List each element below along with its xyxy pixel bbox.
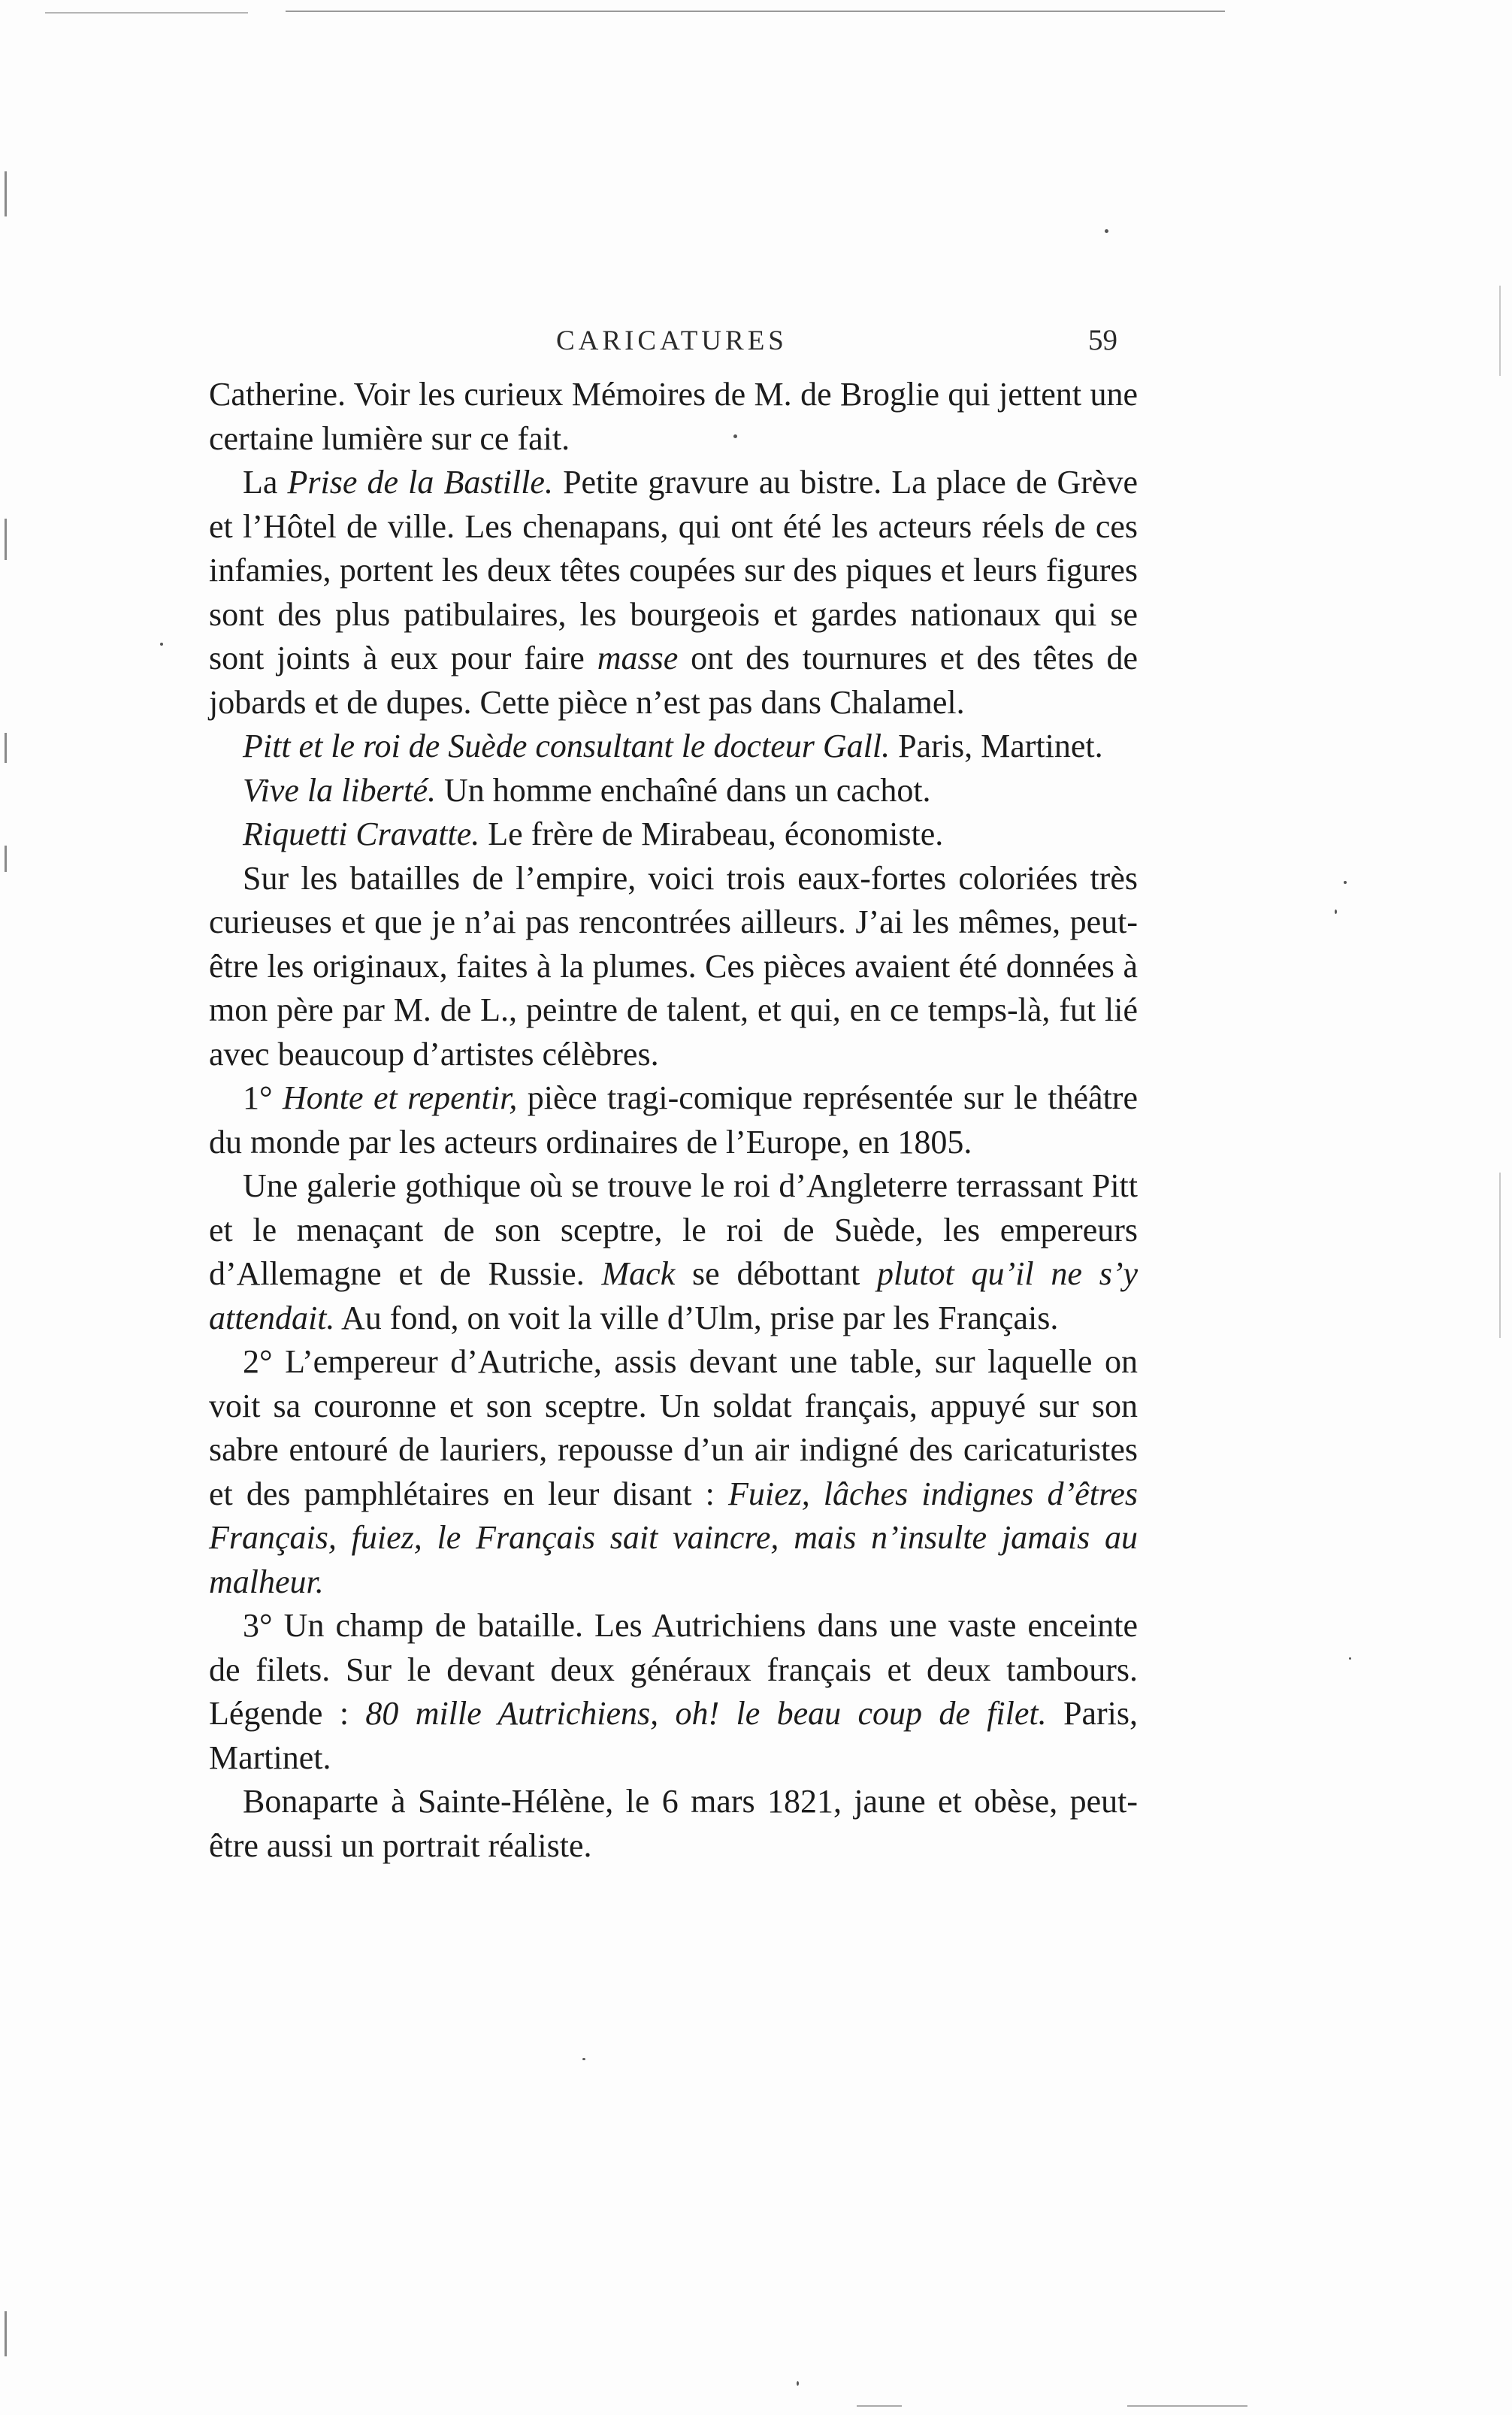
italic-phrase: plutot qu’il ne s’y attendait. (209, 1255, 1139, 1336)
text-run: Un homme enchaîné dans un cachot. (435, 771, 931, 809)
paragraph: Sur les batailles de l’empire, voici trois eaux-fortes coloriées très curieuses et que je n’ai pas rencontrées ailleurs. J’ai les mêmes, peut-être les originaux, faites à la plumes. Ces pièces avaient été données à mon père par M. de L., peintre de talent, et qui, en ce temps-là, fut lié avec beaucoup d’artistes célèbres. (209, 859, 1138, 1073)
italic-word: Mack (601, 1255, 676, 1292)
running-head-title: CARICATURES (556, 325, 788, 356)
italic-title: Prise de la Bastille. (287, 464, 553, 501)
text-run: Paris, Martinet. (209, 1695, 1138, 1776)
paragraph: Bonaparte à Sainte-Hélène, le 6 mars 1821, jaune et obèse, peut-être aussi un portrait réaliste. (209, 1783, 1138, 1864)
text-run: se débottant (675, 1255, 878, 1292)
text-run: 2° L’empereur d’Autriche, assis devant une table, sur laquelle on voit sa couronne et son sceptre. Un soldat français, appuyé sur son sabre entouré de lauriers, repousse d’un air indigné des caricaturistes et des pamphlétaires en leur disant : (209, 1343, 1138, 1512)
italic-quote: 80 mille Autrichiens, oh! le beau coup de filet. (365, 1695, 1047, 1732)
text-run: 3° Un champ de bataille. Les Autrichiens dans une vaste enceinte de filets. Sur le devant deux généraux français et deux tambours. Légende : (209, 1607, 1138, 1732)
paragraph (209, 1164, 1138, 1340)
scan-speck (160, 643, 163, 646)
italic-title: Honte et repentir, (283, 1079, 518, 1116)
text-run: Petite gravure au bistre. La place de Grève et l’Hôtel de ville. Les chenapans, qui ont été les acteurs réels de ces infamies, portent les deux têtes coupées sur des piques et leurs figures sont des plus patibulaires, les bourgeois et gardes nationaux qui se sont joints à eux pour faire (209, 464, 1138, 676)
scan-edge-mark (1499, 1173, 1501, 1338)
italic-word: masse (597, 640, 679, 676)
text-run: Paris, Martinet. (890, 728, 1103, 764)
scan-speck (797, 2381, 799, 2386)
scan-speck (1344, 881, 1347, 884)
scan-edge-line (45, 12, 248, 14)
scan-edge-mark (5, 733, 7, 763)
scan-edge-mark (5, 519, 7, 560)
body-text (209, 373, 1138, 1868)
scan-speck (1335, 909, 1337, 914)
scan-edge-mark (5, 846, 7, 872)
scan-speck (1349, 1657, 1351, 1660)
scan-edge-line (1127, 2405, 1247, 2407)
text-run: pièce tragi-comique représentée sur le théâtre du monde par les acteurs ordinaires de l’Europe, en 1805. (209, 1079, 1138, 1161)
paragraph (209, 725, 1138, 769)
scan-edge-mark (1499, 286, 1501, 376)
scan-speck (1105, 229, 1108, 233)
text-run: Au fond, on voit la ville d’Ulm, prise par les Français. (334, 1299, 1059, 1336)
paragraph: Catherine. Voir les curieux Mémoires de M. de Broglie qui jettent une certaine lumière sur ce fait. (209, 376, 1138, 457)
scan-edge-mark (5, 171, 7, 216)
text-run: Le frère de Mirabeau, économiste. (479, 816, 944, 852)
scan-edge-line (286, 11, 1225, 12)
text-run: La (243, 464, 288, 501)
paragraph (209, 1076, 1138, 1164)
paragraph (209, 1340, 1138, 1604)
paragraph (209, 813, 1138, 857)
paragraph (209, 1604, 1138, 1780)
italic-title: Vive la liberté. (243, 771, 436, 809)
text-run: ont des tournures et des têtes de jobards et de dupes. Cette pièce n’est pas dans Chalamel. (209, 640, 1138, 721)
italic-title: Pitt et le roi de Suède consultant le docteur Gall. (243, 728, 891, 764)
scan-edge-line (857, 2405, 902, 2407)
scan-edge-mark (5, 2311, 7, 2356)
page-number: 59 (1088, 324, 1117, 356)
paragraph (209, 461, 1138, 725)
text-run: 1° (243, 1079, 283, 1116)
scan-speck (582, 2058, 585, 2060)
italic-quote: Fuiez, lâches indignes d’êtres Français, fuiez, le Français sait vaincre, mais n’insulte jamais au malheur. (209, 1475, 1138, 1600)
paragraph (209, 769, 1138, 813)
italic-title: Riquetti Cravatte. (243, 816, 480, 852)
text-run: Une galerie gothique où se trouve le roi d’Angleterre terrassant Pitt et le menaçant de son sceptre, le roi de Suède, les empereurs d’Allemagne et de Russie. (209, 1167, 1138, 1292)
